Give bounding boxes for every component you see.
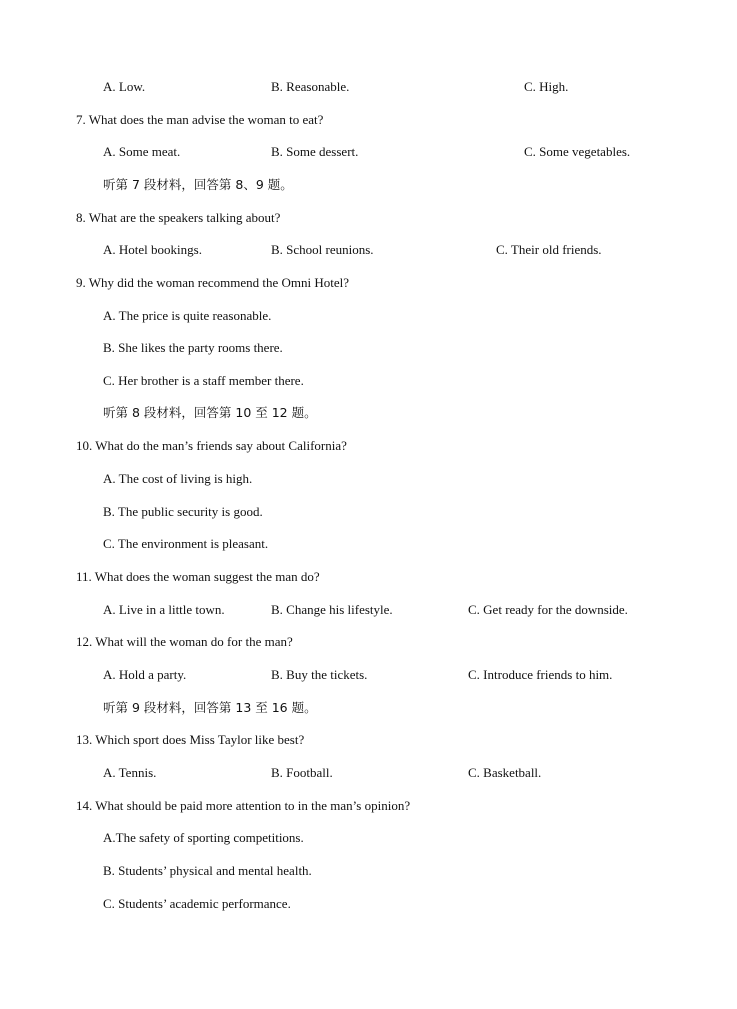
question-12: 12. What will the woman do for the man? [76, 634, 293, 649]
q7-option-a: A. Some meat. [103, 144, 181, 159]
q10-option-a: A. The cost of living is high. [103, 471, 253, 486]
question-8: 8. What are the speakers talking about? [76, 210, 281, 225]
q9-option-c: C. Her brother is a staff member there. [103, 373, 304, 388]
section-heading-8: 听第 8 段材料，回答第 10 至 12 题。 [103, 405, 317, 420]
q11-option-b: B. Change his lifestyle. [271, 602, 393, 617]
q11-option-c: C. Get ready for the downside. [468, 602, 628, 617]
q7-option-c: C. Some vegetables. [524, 144, 631, 159]
q8-option-c: C. Their old friends. [496, 242, 602, 257]
option-a: A. Low. [103, 79, 146, 94]
q14-option-c: C. Students’ academic performance. [103, 896, 291, 911]
q7-option-b: B. Some dessert. [271, 144, 359, 159]
q13-option-c: C. Basketball. [468, 765, 542, 780]
q14-option-b: B. Students’ physical and mental health. [103, 863, 312, 878]
q8-option-b: B. School reunions. [271, 242, 374, 257]
question-7: 7. What does the man advise the woman to eat? [76, 112, 324, 127]
q12-option-a: A. Hold a party. [103, 667, 187, 682]
section-heading-9: 听第 9 段材料，回答第 13 至 16 题。 [103, 700, 317, 715]
question-10: 10. What do the man’s friends say about California? [76, 438, 347, 453]
q12-option-c: C. Introduce friends to him. [468, 667, 613, 682]
q8-option-a: A. Hotel bookings. [103, 242, 202, 257]
question-11: 11. What does the woman suggest the man do? [76, 569, 320, 584]
q10-option-b: B. The public security is good. [103, 504, 263, 519]
q13-option-b: B. Football. [271, 765, 333, 780]
section-heading-7: 听第 7 段材料，回答第 8、9 题。 [103, 177, 293, 192]
option-b: B. Reasonable. [271, 79, 350, 94]
q12-option-b: B. Buy the tickets. [271, 667, 368, 682]
q10-option-c: C. The environment is pleasant. [103, 536, 269, 551]
q13-option-a: A. Tennis. [103, 765, 157, 780]
q11-option-a: A. Live in a little town. [103, 602, 225, 617]
question-9: 9. Why did the woman recommend the Omni Hotel? [76, 275, 350, 290]
question-14: 14. What should be paid more attention to in the man’s opinion? [76, 798, 411, 813]
question-13: 13. Which sport does Miss Taylor like best? [76, 732, 305, 747]
option-c: C. High. [524, 79, 569, 94]
q9-option-b: B. She likes the party rooms there. [103, 340, 283, 355]
q9-option-a: A. The price is quite reasonable. [103, 308, 272, 323]
q14-option-a: A.The safety of sporting competitions. [103, 830, 304, 845]
